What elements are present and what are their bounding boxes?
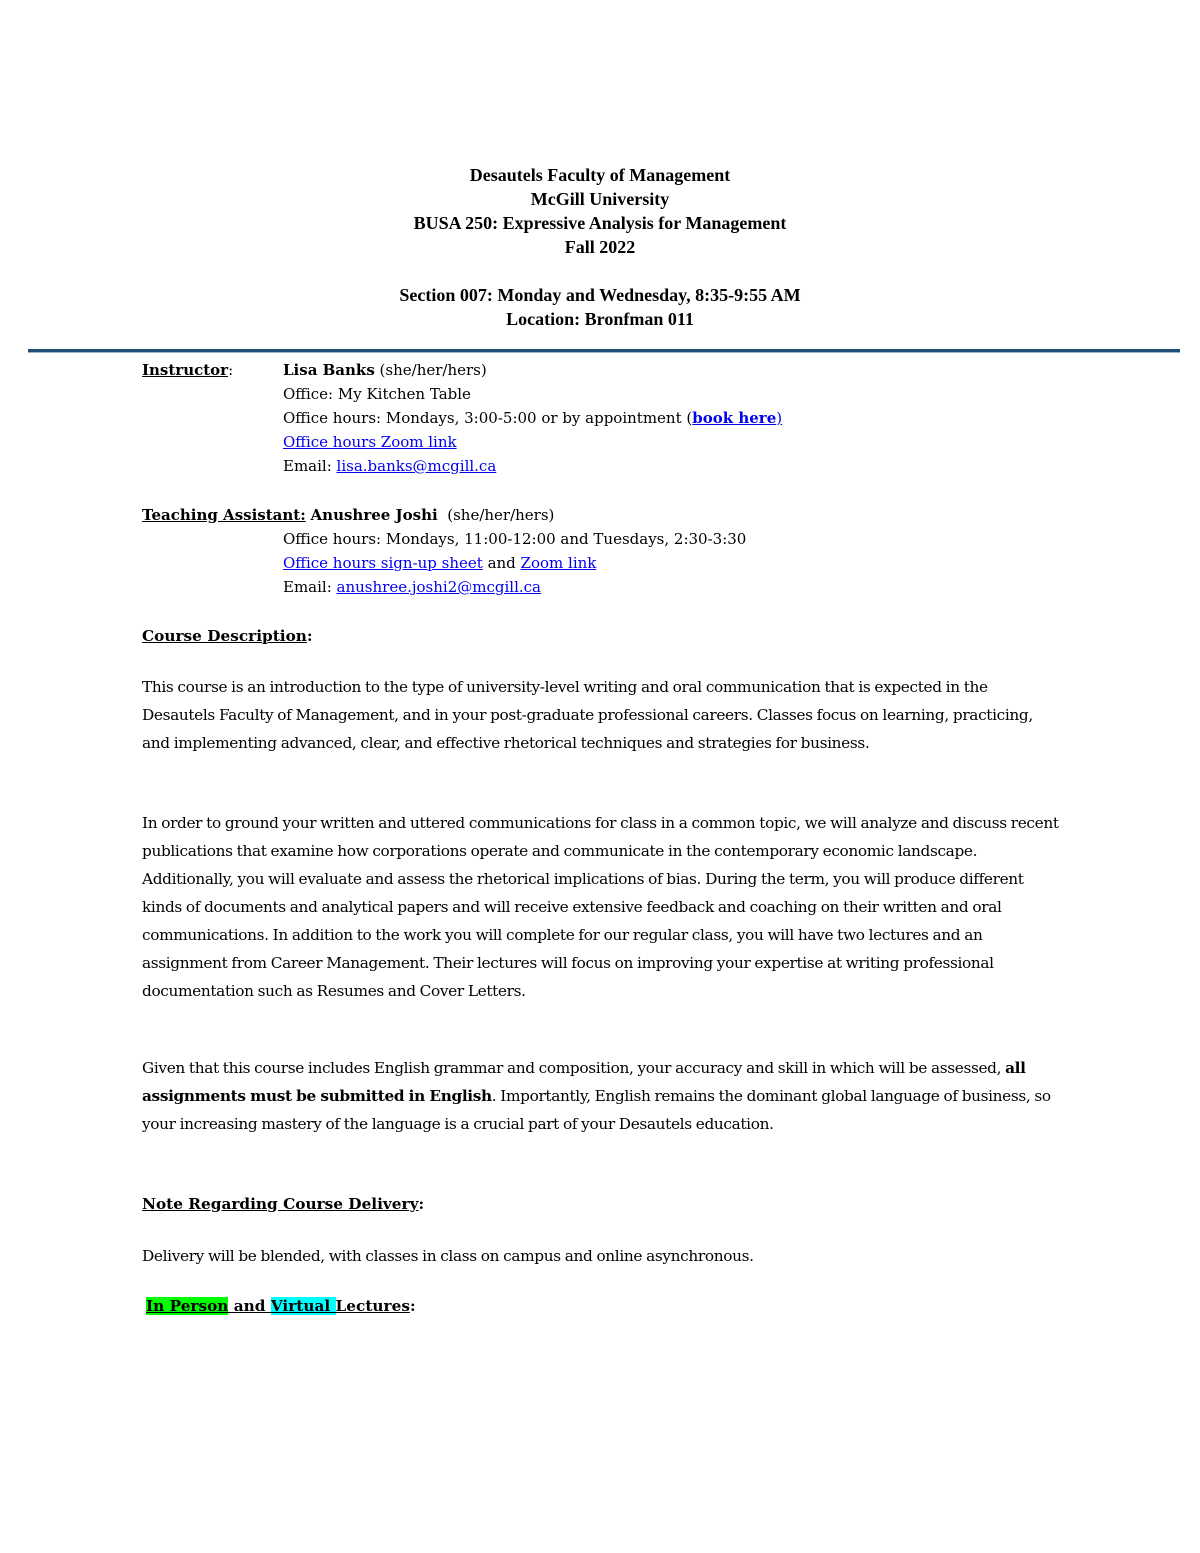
english-requirement: all assignments must be submitted in English: [142, 1059, 1026, 1105]
term: Fall 2022: [564, 237, 636, 257]
document-header: [0, 163, 1200, 331]
lectures-heading: In Person and Virtual Lectures:: [146, 1297, 416, 1315]
ta-label: Teaching Assistant:: [142, 506, 306, 524]
instructor-zoom-link[interactable]: Office hours Zoom link: [283, 433, 457, 451]
ta-email-link[interactable]: anushree.joshi2@mcgill.ca: [336, 578, 541, 596]
instructor-name: Lisa Banks: [283, 361, 375, 379]
instructor-pronouns: (she/her/hers): [374, 361, 487, 379]
instructor-label: Instructor:: [142, 361, 234, 379]
ta-block: Teaching Assistant: Anushree Joshi (she/her/hers) Office hours: Mondays, 11:00-12:00 and Tuesdays, 2:30-3:30 Office hours sign-up sheet and Zoom link Email: anushree.joshi2@mcgill.ca: [142, 506, 747, 596]
ta-hours: Office hours: Mondays, 11:00-12:00 and Tuesdays, 2:30-3:30: [283, 530, 747, 548]
instructor-office: Office: My Kitchen Table: [283, 385, 471, 403]
ta-email-label: Email:: [283, 578, 337, 596]
instructor-email-label: Email:: [283, 457, 337, 475]
description-paragraph-2: In order to ground your written and uttered communications for class in a common topic, we will analyze and discuss recent publications that examine how corporations operate and communicate in the contemporary economic landscape. Additionally, you will evaluate and assess the rhetorical implications of bias. During the term, you will produce different kinds of documents and analytical papers and will receive extensive feedback and coaching on their written and oral communications. In addition to the work you will complete for our regular class, you will have two lectures and an assignment from Career Management. Their lectures will focus on improving your expertise at writing professional documentation such as Resumes and Cover Letters.: [142, 814, 1059, 1000]
description-paragraph-1: This course is an introduction to the type of university-level writing and oral communication that is expected in the Desautels Faculty of Management, and in your post-graduate professional careers. Classes focus on learning, practicing, and implementing advanced, clear, and effective rhetorical techniques and strategies for business.: [142, 678, 1033, 752]
course-title: BUSA 250: Expressive Analysis for Management: [413, 213, 787, 233]
ta-pronouns: (she/her/hers): [437, 506, 555, 524]
virtual-label: Virtual: [270, 1297, 336, 1315]
delivery-heading: Note Regarding Course Delivery:: [142, 1195, 425, 1213]
section-info: Section 007: Monday and Wednesday, 8:35-9:55 AM: [399, 285, 801, 305]
ta-name: Anushree Joshi: [310, 506, 438, 524]
description-paragraph-3: Given that this course includes English grammar and composition, your accuracy and skill in which will be assessed, all assignments must be submitted in English. Importantly, English remains the dominant global language of business, so your increasing mastery of the language is a crucial part of your Desautels education.: [142, 1059, 1051, 1133]
instructor-email-link[interactable]: lisa.banks@mcgill.ca: [336, 457, 497, 475]
header-divider-shadow: [28, 352, 1180, 353]
delivery-text: Delivery will be blended, with classes in class on campus and online asynchronous.: [142, 1247, 754, 1265]
book-here-link[interactable]: book here: [692, 409, 777, 427]
faculty-name: Desautels Faculty of Management: [469, 165, 731, 185]
instructor-hours: Office hours: Mondays, 3:00-5:00 or by appointment (: [283, 409, 693, 427]
university-name: McGill University: [530, 189, 670, 209]
location-info: Location: Bronfman 011: [506, 309, 694, 329]
instructor-block: Instructor: Lisa Banks (she/her/hers) Office: My Kitchen Table Office hours: Mondays, 3:00-5:00 or by appointment (book here) Office hours Zoom link Email: lisa.banks@mcgill.ca: [142, 358, 1062, 478]
ta-signup-link[interactable]: Office hours sign-up sheet: [283, 554, 483, 572]
in-person-label: In Person: [146, 1297, 229, 1315]
ta-zoom-link[interactable]: Zoom link: [520, 554, 597, 572]
course-description-heading: Course Description:: [142, 627, 313, 645]
